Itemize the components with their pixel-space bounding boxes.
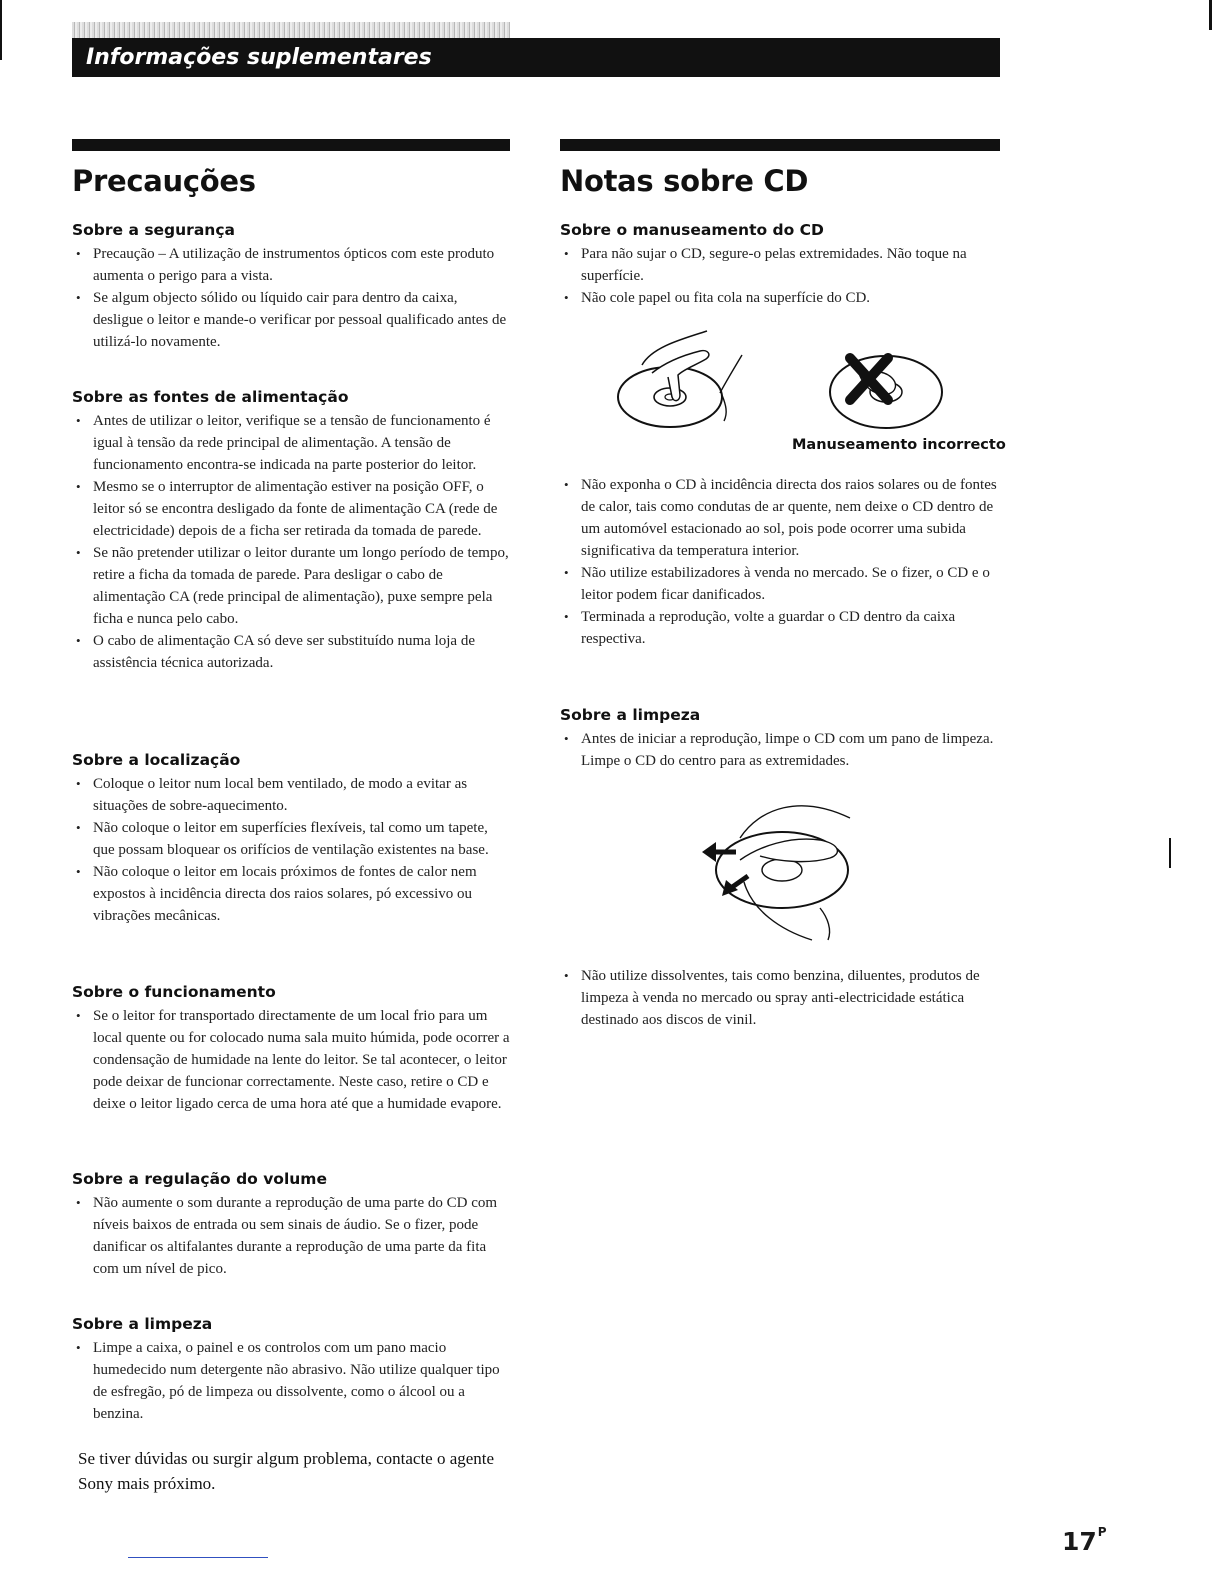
section-heading: Sobre a limpeza [560, 706, 701, 724]
section-volume [72, 1169, 510, 1280]
list-item: • Precaução – A utilização de instrumentos ópticos com este produto aumenta o perigo para a vista. [72, 243, 510, 287]
section-operation [72, 982, 510, 1115]
section-heading: Sobre a segurança [72, 221, 235, 239]
section-heading: Sobre a localização [72, 751, 241, 769]
banner-title: Informações suplementares [86, 45, 432, 70]
bullet-list [72, 243, 510, 353]
page-number-value: 17 [1062, 1527, 1097, 1556]
list-item: • Não utilize dissolventes, tais como benzina, diluentes, produtos de limpeza à venda no mercado ou spray anti-electricidade estática destinado aos discos de vinil. [560, 965, 1000, 1031]
list-item: • Mesmo se o interruptor de alimentação estiver na posição OFF, o leitor só se encontra desligado da fonte de alimentação CA (rede de electricidade) depois de a ficha ser retirada da tomada de parede. [72, 476, 510, 542]
section-heading: Sobre a regulação do volume [72, 1170, 327, 1188]
section-cd-cleaning [560, 705, 1000, 772]
bullet-list [72, 410, 510, 674]
bullet-list [72, 1005, 510, 1115]
list-item: • Não aumente o som durante a reprodução de uma parte do CD com níveis baixos de entrada ou sem sinais de áudio. Se o fizer, pode danificar os altifalantes durante a reprodução de uma parte da fita com um nível de pico. [72, 1192, 510, 1280]
list-item: • Se não pretender utilizar o leitor durante um longo período de tempo, retire a ficha da tomada de parede. Para desligar o cabo de alimentação CA (rede principal de alimentação), puxe sempre pela ficha e nunca pelo cabo. [72, 542, 510, 630]
list-item: • Não utilize estabilizadores à venda no mercado. Se o fizer, o CD e o leitor podem ficar danificados. [560, 562, 1000, 606]
cd-incorrect-handling-illustration [826, 340, 950, 436]
column-rule [72, 139, 510, 151]
incorrect-handling-caption: Manuseamento incorrecto [792, 437, 1006, 453]
page-title-cd-notes: Notas sobre CD [560, 164, 809, 198]
page-number [1062, 1525, 1107, 1556]
bullet-list [72, 1337, 510, 1425]
bullet-list [560, 728, 1000, 772]
section-heading: Sobre as fontes de alimentação [72, 388, 349, 406]
section-cleaning [72, 1314, 510, 1425]
section-cd-handling [560, 220, 1000, 309]
scan-edge-mark [1169, 838, 1171, 868]
closing-note: Se tiver dúvidas ou surgir algum problema, contacte o agente Sony mais próximo. [78, 1449, 495, 1493]
footer-rule [128, 1557, 268, 1558]
column-rule [560, 139, 1000, 151]
list-item: • Terminada a reprodução, volte a guardar o CD dentro da caixa respectiva. [560, 606, 1000, 650]
scan-edge-mark [0, 0, 2, 60]
list-item: • O cabo de alimentação CA só deve ser substituído numa loja de assistência técnica autorizada. [72, 630, 510, 674]
cd-correct-handling-illustration [612, 325, 752, 435]
section-heading: Sobre o funcionamento [72, 983, 276, 1001]
list-item: • Não coloque o leitor em superfícies flexíveis, tal como um tapete, que possam bloquear os orifícios de ventilação existentes na base. [72, 817, 510, 861]
list-item: • Antes de iniciar a reprodução, limpe o CD com um pano de limpeza. Limpe o CD do centro para as extremidades. [560, 728, 1000, 772]
page-title-precautions: Precauções [72, 164, 256, 198]
list-item: • Não cole papel ou fita cola na superfície do CD. [560, 287, 1000, 309]
bullet-list [560, 243, 1000, 309]
list-item: • Não exponha o CD à incidência directa dos raios solares ou de fontes de calor, tais como condutas de ar quente, nem deixe o CD dentro de um automóvel estacionado ao sol, pois pode ocorrer uma subida significativa da temperatura interior. [560, 474, 1000, 562]
page-number-suffix: P [1097, 1525, 1107, 1539]
section-banner [72, 38, 1000, 77]
list-item: • Se o leitor for transportado directamente de um local frio para um local quente ou for colocado numa sala muito húmida, pode ocorrer a condensação de humidade na lente do leitor. Se tal acontecer, o leitor pode deixar de funcionar correctamente. Neste caso, retire o CD e deixe o leitor ligado cerca de uma hora até que a humidade evapore. [72, 1005, 510, 1115]
bullet-list [560, 965, 1000, 1031]
section-safety [72, 220, 510, 353]
scan-edge-mark [1209, 0, 1212, 30]
list-item: • Não coloque o leitor em locais próximos de fontes de calor nem expostos à incidência directa dos raios solares, pó excessivo ou vibrações mecânicas. [72, 861, 510, 927]
bullet-list [72, 1192, 510, 1280]
list-item: • Se algum objecto sólido ou líquido cair para dentro da caixa, desligue o leitor e mande-o verificar por pessoal qualificado antes de utilizá-lo novamente. [72, 287, 510, 353]
precautions-column [72, 139, 510, 1493]
section-solvents [560, 965, 1000, 1031]
section-location [72, 750, 510, 927]
section-heading: Sobre a limpeza [72, 1315, 213, 1333]
list-item: • Limpe a caixa, o painel e os controlos com um pano macio humedecido num detergente não abrasivo. Não utilize qualquer tipo de esfregão, pó de limpeza ou dissolvente, como o álcool ou a benzina. [72, 1337, 510, 1425]
bullet-list [72, 773, 510, 927]
list-item: • Coloque o leitor num local bem ventilado, de modo a evitar as situações de sobre-aquecimento. [72, 773, 510, 817]
section-cd-storage [560, 474, 1000, 650]
list-item: • Para não sujar o CD, segure-o pelas extremidades. Não toque na superfície. [560, 243, 1000, 287]
cd-cleaning-illustration [700, 790, 870, 950]
section-power [72, 387, 510, 674]
section-heading: Sobre o manuseamento do CD [560, 221, 824, 239]
bullet-list [560, 474, 1000, 650]
list-item: • Antes de utilizar o leitor, verifique se a tensão de funcionamento é igual à tensão da rede principal de alimentação. A tensão de funcionamento encontra-se indicada na parte posterior do leitor. [72, 410, 510, 476]
